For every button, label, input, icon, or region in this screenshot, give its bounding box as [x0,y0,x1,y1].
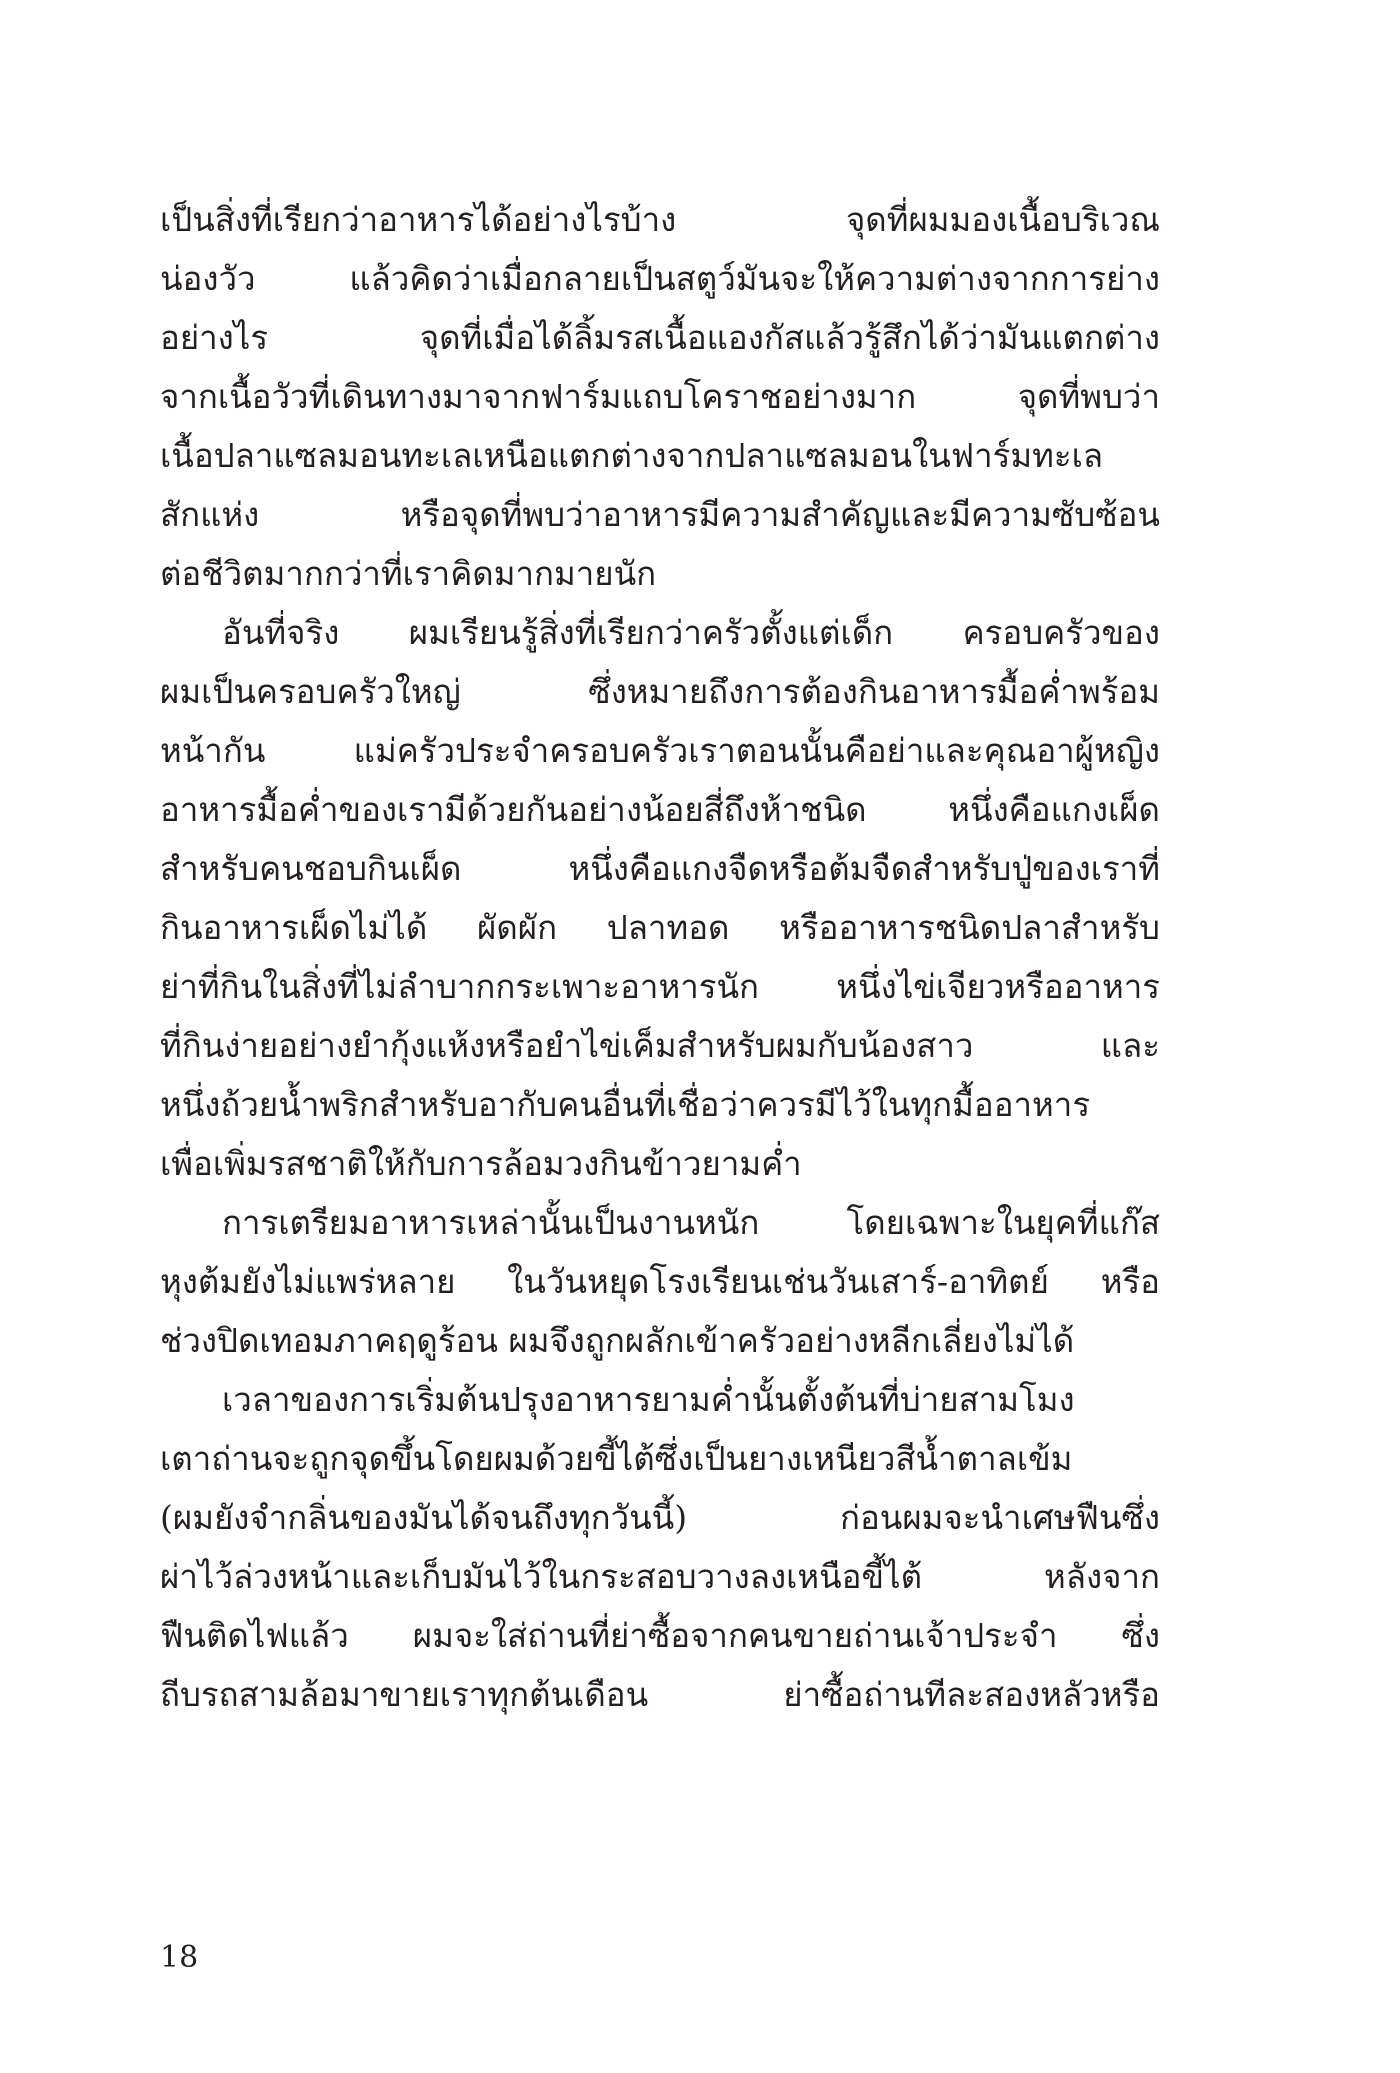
page-number: 18 [160,1940,199,1975]
text-line: กินอาหารเผ็ดไม่ได้ ผัดผัก ปลาทอด หรืออาหารชนิดปลาสำหรับ [160,908,1160,947]
text-line: ช่วงปิดเทอมภาคฤดูร้อน ผมจึงถูกผลักเข้าครัวอย่างหลีกเลี่ยงไม่ได้ [160,1321,1075,1360]
text-line: ย่าที่กินในสิ่งที่ไม่ลำบากกระเพาะอาหารนัก หนึ่งไข่เจียวหรืออาหาร [160,967,1160,1006]
text-line: ผมเป็นครอบครัวใหญ่ ซึ่งหมายถึงการต้องกินอาหารมื้อค่ำพร้อม [160,672,1160,711]
text-line: เพื่อเพิ่มรสชาติให้กับการล้อมวงกินข้าวยามค่ำ [160,1144,802,1183]
text-line: ที่กินง่ายอย่างยำกุ้งแห้งหรือยำไข่เค็มสำหรับผมกับน้องสาว และ [160,1026,1160,1065]
paragraph [160,1370,1160,1724]
text-line: การเตรียมอาหารเหล่านั้นเป็นงานหนัก โดยเฉพาะในยุคที่แก๊ส [222,1203,1160,1242]
text-line: หน้ากัน แม่ครัวประจำครอบครัวเราตอนนั้นคือย่าและคุณอาผู้หญิง [160,731,1160,770]
text-line: สำหรับคนชอบกินเผ็ด หนึ่งคือแกงจืดหรือต้มจืดสำหรับปู่ของเราที่ [160,849,1160,888]
text-line: เวลาของการเริ่มต้นปรุงอาหารยามค่ำนั้นตั้งต้นที่บ่ายสามโมง [222,1380,1075,1419]
paragraph [160,603,1160,1193]
text-line: เตาถ่านจะถูกจุดขึ้นโดยผมด้วยขี้ไต้ซึ่งเป็นยางเหนียวสีน้ำตาลเข้ม [160,1439,1073,1478]
text-line: หุงต้มยังไม่แพร่หลาย ในวันหยุดโรงเรียนเช่นวันเสาร์-อาทิตย์ หรือ [160,1262,1160,1301]
text-line: ถีบรถสามล้อมาขายเราทุกต้นเดือน ย่าซื้อถ่านทีละสองหลัวหรือ [160,1675,1160,1714]
body-text [160,190,1160,1724]
text-line: อาหารมื้อค่ำของเรามีด้วยกันอย่างน้อยสี่ถึงห้าชนิด หนึ่งคือแกงเผ็ด [160,790,1160,829]
text-line: จากเนื้อวัวที่เดินทางมาจากฟาร์มแถบโคราชอย่างมาก จุดที่พบว่า [160,377,1160,416]
paragraph [160,190,1160,603]
text-line: เนื้อปลาแซลมอนทะเลเหนือแตกต่างจากปลาแซลมอนในฟาร์มทะเล [160,436,1104,475]
text-line: น่องวัว แล้วคิดว่าเมื่อกลายเป็นสตูว์มันจะให้ความต่างจากการย่าง [160,259,1160,298]
text-line: (ผมยังจำกลิ่นของมันได้จนถึงทุกวันนี้) ก่อนผมจะนำเศษฟืนซึ่ง [160,1498,1160,1537]
text-line: เป็นสิ่งที่เรียกว่าอาหารได้อย่างไรบ้าง จุดที่ผมมองเนื้อบริเวณ [160,200,1160,239]
text-line: อันที่จริง ผมเรียนรู้สิ่งที่เรียกว่าครัวตั้งแต่เด็ก ครอบครัวของ [222,613,1160,652]
paragraph [160,1193,1160,1370]
text-line: หนึ่งถ้วยน้ำพริกสำหรับอากับคนอื่นที่เชื่อว่าควรมีไว้ในทุกมื้ออาหาร [160,1085,1091,1124]
text-line: สักแห่ง หรือจุดที่พบว่าอาหารมีความสำคัญและมีความซับซ้อน [160,495,1160,534]
text-line: ฟืนติดไฟแล้ว ผมจะใส่ถ่านที่ย่าซื้อจากคนขายถ่านเจ้าประจำ ซึ่ง [160,1616,1160,1655]
text-line: ผ่าไว้ล่วงหน้าและเก็บมันไว้ในกระสอบวางลงเหนือขี้ไต้ หลังจาก [160,1557,1160,1596]
text-line: อย่างไร จุดที่เมื่อได้ลิ้มรสเนื้อแองกัสแล้วรู้สึกได้ว่ามันแตกต่าง [160,318,1160,357]
text-line: ต่อชีวิตมากกว่าที่เราคิดมากมายนัก [160,554,657,593]
